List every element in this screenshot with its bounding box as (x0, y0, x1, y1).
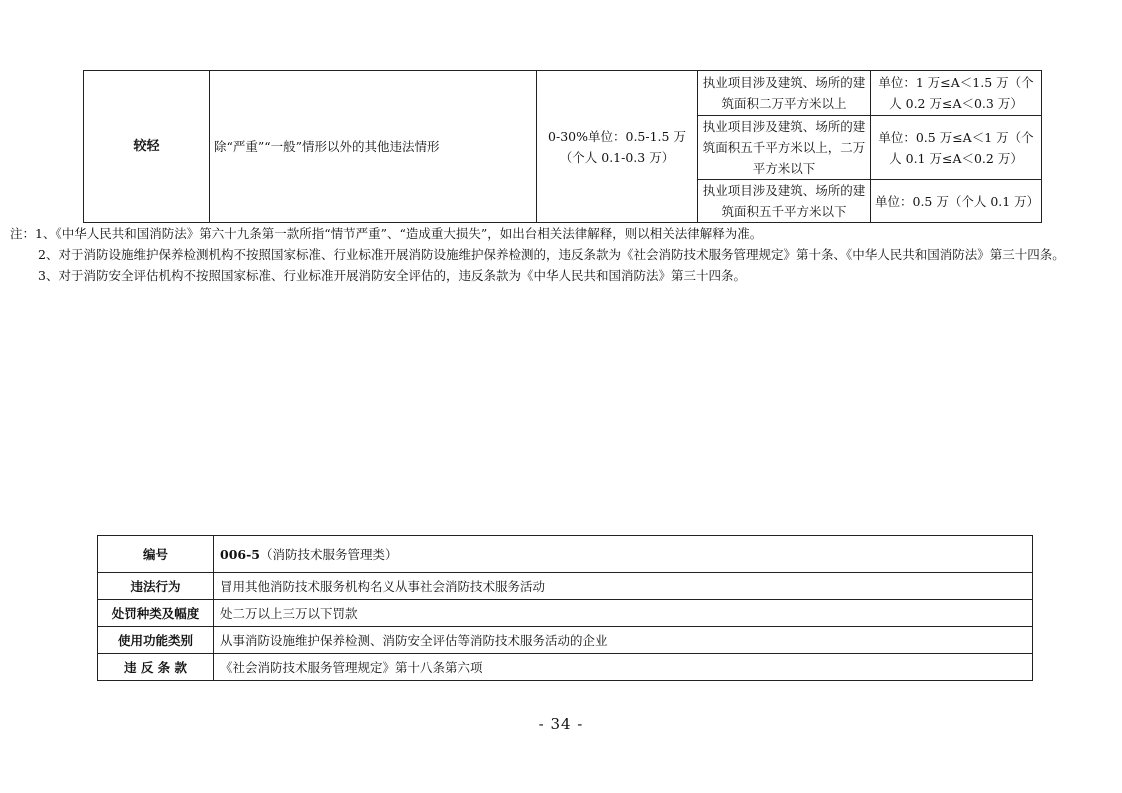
note-2: 2、对于消防设施维护保养检测机构不按照国家标准、行业标准开展消防设施维护保养检测的，违反条款为《社会消防技术服务管理规定》第十条、《中华人民共和国消防法》第三十四条。 (38, 247, 1065, 262)
penalty-criteria-table (83, 70, 1042, 223)
penalty-label: 处罚种类及幅度 (98, 600, 214, 627)
clause-value: 《社会消防技术服务管理规定》第十八条第六项 (214, 654, 1033, 681)
note-1: 注：1、《中华人民共和国消防法》第六十九条第一款所指“情节严重”、“造成重大损失”，如出台相关法律解释，则以相关法律解释为准。 (10, 226, 763, 241)
scope-label: 使用功能类别 (98, 627, 214, 654)
code-value-cell (214, 536, 1033, 573)
page-number: - 34 - (538, 715, 584, 733)
item-category: （消防技术服务管理类） (259, 547, 398, 562)
code-label: 编号 (98, 536, 214, 573)
severity-level-cell: 较轻 (84, 71, 210, 223)
fine-range-unit: 0-30%单位：0.5-1.5 万 (548, 128, 686, 144)
fine-amount-cell: 单位：1 万≤A＜1.5 万（个人 0.2 万≤A＜0.3 万） (871, 71, 1042, 116)
scope-value: 从事消防设施维护保养检测、消防安全评估等消防技术服务活动的企业 (214, 627, 1033, 654)
penalty-value: 处二万以上三万以下罚款 (214, 600, 1033, 627)
note-3: 3、对于消防安全评估机构不按照国家标准、行业标准开展消防安全评估的，违反条款为《中华人民共和国消防法》第三十四条。 (38, 268, 746, 283)
area-condition-cell: 执业项目涉及建筑、场所的建筑面积二万平方米以上 (698, 71, 871, 116)
fine-amount-cell: 单位：0.5 万（个人 0.1 万） (871, 180, 1042, 223)
fine-range-cell (537, 71, 698, 223)
area-condition-cell: 执业项目涉及建筑、场所的建筑面积五千平方米以上，二万平方米以下 (698, 116, 871, 180)
area-condition-cell: 执业项目涉及建筑、场所的建筑面积五千平方米以下 (698, 180, 871, 223)
item-code: 006-5 (220, 547, 260, 562)
violation-item-table (97, 535, 1033, 681)
violation-label: 违法行为 (98, 573, 214, 600)
fine-range-individual: （个人 0.1-0.3 万） (559, 149, 675, 165)
violation-value: 冒用其他消防技术服务机构名义从事社会消防技术服务活动 (214, 573, 1033, 600)
clause-label: 违 反 条 款 (98, 654, 214, 681)
fine-amount-cell: 单位：0.5 万≤A＜1 万（个人 0.1 万≤A＜0.2 万） (871, 116, 1042, 180)
violation-circumstance-cell: 除“严重”“一般”情形以外的其他违法情形 (210, 71, 537, 223)
notes-section (10, 223, 1115, 286)
